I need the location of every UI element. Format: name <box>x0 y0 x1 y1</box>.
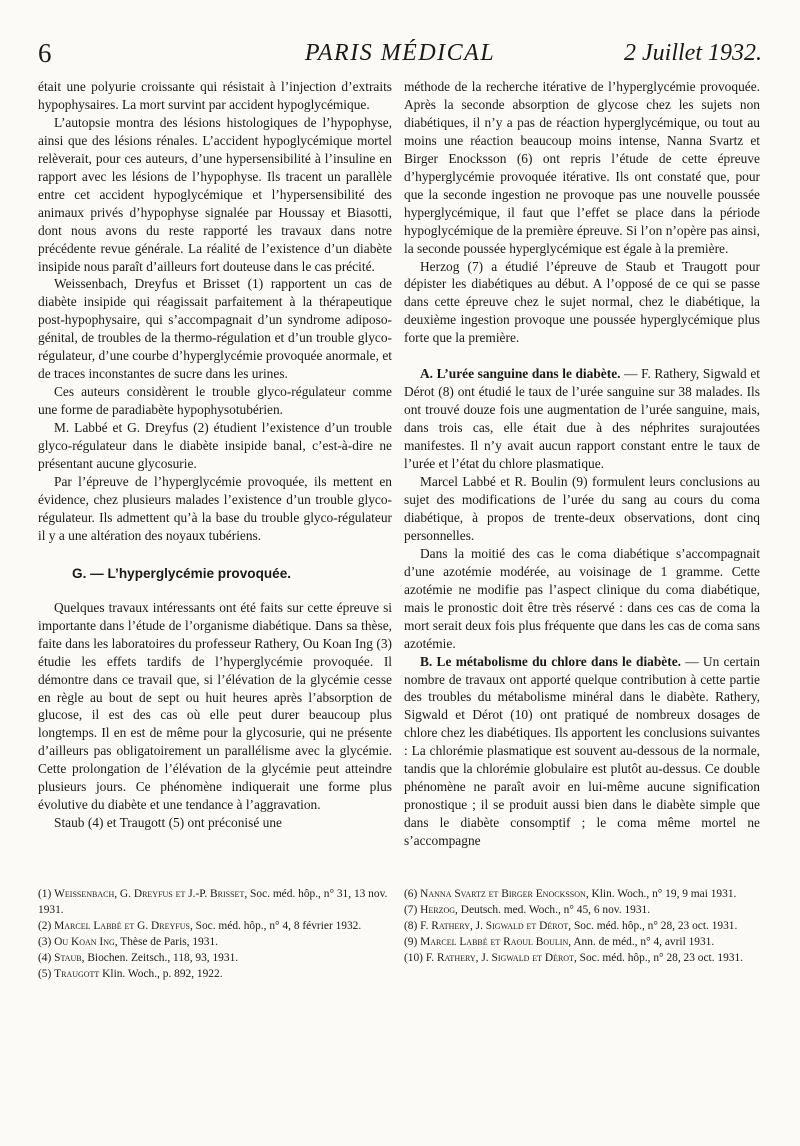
paragraph: Staub (4) et Traugott (5) ont préconisé une <box>54 815 282 831</box>
paragraph: M. Labbé et G. Dreyfus (2) étudient l’existence d’un trouble glyco-régulateur dans le diabète insipide banal, c’est-à-dire ne présentant aucune glycosurie. <box>38 420 392 472</box>
left-column <box>38 78 392 832</box>
footnotes-right <box>404 886 760 966</box>
footnote: (9) Marcel Labbé et Raoul Boulin, Ann. de méd., n° 4, avril 1931. <box>404 936 715 949</box>
subsection-heading: A. L’urée sanguine dans le diabète. <box>420 366 621 382</box>
paragraph: Dans la moitié des cas le coma diabétique s’accompagnait d’une azotémie modérée, au voisinage de 1 gramme. Cette azotémie ne modifie pas l’aspect clinique du coma diabétique, mais le pronostic doit être très réservé : dans ces cas de coma la mort serait deux fois plus fréquente que dans les cas de coma sans azotémie. <box>404 545 760 651</box>
paragraph: Par l’épreuve de l’hyperglycémie provoquée, ils mettent en évidence, chez plusieurs malades l’existence d’un trouble glyco-régulateur. Ils admettent qu’à la base du trouble glyco-régulateur il y a une altération des noyaux tubériens. <box>38 473 392 543</box>
footnote: (3) Ou Koan Ing, Thèse de Paris, 1931. <box>38 936 218 949</box>
paragraph: méthode de la recherche itérative de l’hyperglycémie provoquée. Après la seconde absorption de glycose chez les sujets non diabétiques, il n’y a pas de réaction hyperglycémique, ou tout au moins une réaction beaucoup moins intense, Nanna Svartz et Birger Enocksson (6) ont repris l’étude de cette épreuve d’hyperglycémie provoquée itérative. Ils ont constaté que, pour que la seconde ingestion ne provoque pas une nouvelle poussée hyperglycémique, il faut que l’effet se place dans la période hypoglycémique de la première épreuve. Si l’on n’opère pas ainsi, la seconde poussée hyperglycémique est égale à la première. <box>404 79 760 256</box>
footnote: (8) F. Rathery, J. Sigwald et Dérot, Soc. méd. hôp., n° 28, 23 oct. 1931. <box>404 920 738 933</box>
paragraph: Herzog (7) a étudié l’épreuve de Staub et Traugott pour dépister les diabétiques au début. A l’opposé de ce qui se passe dans cette épreuve chez le sujet normal, chez le diabétique, la deuxième ingestion provoque une poussée hyperglycémique plus forte que la première. <box>404 258 760 346</box>
paragraph: Weissenbach, Dreyfus et Brisset (1) rapportent un cas de diabète insipide qui réagissait parfaitement à la thérapeutique post-hypophysaire, qui s’accompagnait d’un syndrome adiposo-génital, de troubles de la thermo-régulation et d’un trouble glyco-régulateur, d’une courbe d’hyperglycémie provoquée anormale, et de traces inconstantes de sucre dans les urines. <box>38 276 392 382</box>
page-header <box>38 38 762 74</box>
footnote: (4) Staub, Biochen. Zeitsch., 118, 93, 1931. <box>38 952 239 965</box>
footnote: (10) F. Rathery, J. Sigwald et Dérot, Soc. méd. hôp., n° 28, 23 oct. 1931. <box>404 952 744 965</box>
footnotes-left <box>38 886 388 983</box>
paragraph: était une polyurie croissante qui résistait à l’injection d’extraits hypophysaires. La mort survint par accident hypoglycémique. <box>38 79 392 112</box>
issue-date: 2 Juillet 1932. <box>624 40 762 66</box>
footnote: (5) Traugott Klin. Woch., p. 892, 1922. <box>38 968 223 981</box>
footnote: (6) Nanna Svartz et Birger Enocksson, Klin. Woch., n° 19, 9 mai 1931. <box>404 888 737 900</box>
paragraph: Ces auteurs considèrent le trouble glyco-régulateur comme une forme de paradiabète hypophysotubérien. <box>38 384 392 418</box>
paragraph: B. Le métabolisme du chlore dans le diabète. — Un certain nombre de travaux ont apporté quelque contribution à cette partie des troubles du métabolisme minéral dans le diabète. Rathery, Sigwald et Dérot (10) ont pratiqué de nombreux dosages de chlore chez les diabétiques. Ils apportent les conclusions suivantes : La chlorémie plasmatique est souvent au-dessous de la normale, tandis que la chlorémie globulaire est plutôt au-dessus. Ce double phénomène ne paraît avoir en lui-même aucune signification pronostique ; il se produit aussi bien dans le diabète simple que dans le diabète consomptif ; le coma même mortel ne s’accompagne <box>404 653 760 849</box>
journal-title: PARIS MÉDICAL <box>304 40 496 66</box>
subsection-heading: B. Le métabolisme du chlore dans le diabète. <box>420 653 681 669</box>
paragraph: A. L’urée sanguine dans le diabète. — F. Rathery, Sigwald et Dérot (8) ont étudié le taux de l’urée sanguine sur 38 malades. Ils ont trouvé douze fois une augmentation de l’urée sanguine, mais, dans trois cas, elle était due à des néphrites surajoutées manifestes. Il n’y avait aucun rapport constant entre le taux de l’urée et l’état du chlore plasmatique. <box>404 366 760 472</box>
footnote: (7) Herzog, Deutsch. med. Woch., n° 45, 6 nov. 1931. <box>404 904 651 917</box>
footnote: (1) Weissenbach, G. Dreyfus et J.-P. Brisset, Soc. méd. hôp., n° 31, 13 nov. 1931. <box>38 888 388 917</box>
footnote: (2) Marcel Labbé et G. Dreyfus, Soc. méd. hôp., n° 4, 8 février 1932. <box>38 920 362 933</box>
paragraph: Quelques travaux intéressants ont été faits sur cette épreuve si importante dans l’étude de l’organisme diabétique. Dans sa thèse, faite dans les laboratoires du professeur Rathery, Ou Koan Ing (3) étudie les effets tardifs de l’hyperglycémie provoquée. Il démontre dans ce travail que, si l’élévation de la glycémie cesse en règle au bout de sept ou huit heures après l’absorption de glucose, il est des cas où elle peut durer beaucoup plus longtemps. Il en est de même pour la glycosurie, qui ne présente d’ailleurs pas obligatoirement un parallélisme avec la glycémie. Cette prolongation de l’élévation de la glycémie peut atteindre plusieurs jours. Ce phénomène indiquerait une forme plus évolutive du diabète et une tendance à l’aggravation. <box>38 599 392 813</box>
page-number: 6 <box>38 38 52 68</box>
paragraph: L’autopsie montra des lésions histologiques de l’hypophyse, ainsi que des lésions rénales. L’accident hypoglycémique mortel relèverait, pour ces auteurs, d’une hypersensibilité à l’insuline en rapport avec les lésions de l’hypophyse. Ils tracent un parallèle entre cet accident hypoglycémique et l’hypersensibilité des animaux privés d’hypophyse signalée par Houssay et Biasotti, dont nous avons du reste rapporté les travaux dans notre précédente revue générale. La réalité de l’existence d’un diabète insipide nous paraît d’ailleurs fort douteuse dans le cas précité. <box>38 114 392 274</box>
section-heading: G. — L’hyperglycémie provoquée. <box>72 565 292 581</box>
paragraph: Marcel Labbé et R. Boulin (9) formulent leurs conclusions au sujet des modifications de l’urée du sang au cours du coma diabétique, à propos de trente-deux observations, dont cinq personnelles. <box>404 474 760 543</box>
right-column <box>404 78 760 850</box>
